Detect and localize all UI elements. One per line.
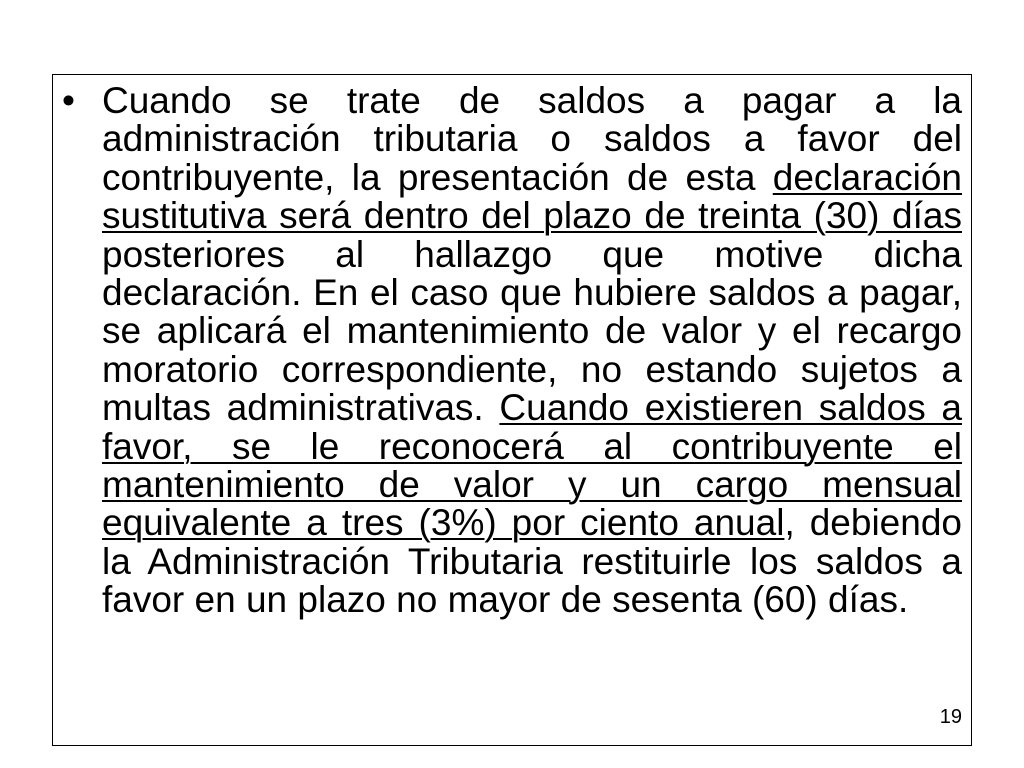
page-number: 19 xyxy=(939,706,962,728)
bullet-item xyxy=(58,82,966,620)
paragraph-text xyxy=(102,82,966,620)
text-segment: posteriores al hallazgo que motive dicha declaración. En el caso que hubiere saldos a pagar, se aplicará el mantenimiento de valor y el recargo moratorio correspondiente, no estando sujetos a multas administrativas. xyxy=(102,233,962,429)
text-segment: Cuando se trate de saldos a pagar a la administración tributaria o saldos a favor del contribuyente, la presentación de esta xyxy=(102,80,962,198)
bullet-marker: • xyxy=(62,80,75,121)
underlined-text-deadline: declaración sustitutiva será dentro del plazo de treinta (30) días xyxy=(102,156,962,237)
text-segment: , debiendo la Administración Tributaria restituirle los saldos a favor en un plazo no mayor de sesenta (60) días. xyxy=(102,502,962,621)
underlined-text-favor-balances: Cuando existieren saldos a favor, se le reconocerá al contribuyente el mantenimiento de valor y un cargo mensual equivalente a tres (3%) por ciento anual xyxy=(102,387,962,544)
